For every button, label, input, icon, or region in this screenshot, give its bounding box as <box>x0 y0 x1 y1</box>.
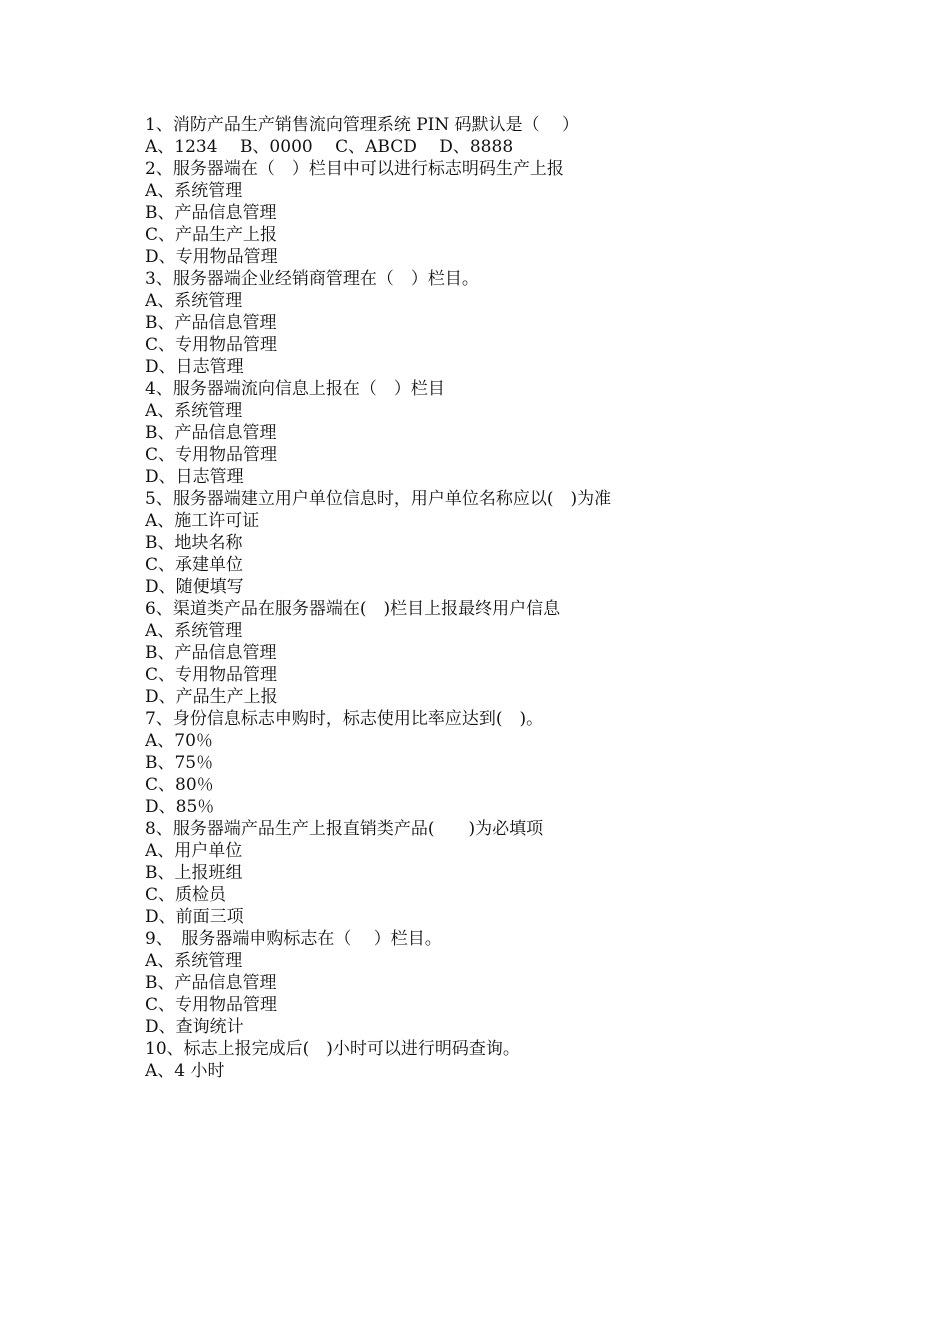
option-text: C、专用物品管理 <box>145 665 278 685</box>
question-text: 6、渠道类产品在服务器端在( )栏目上报最终用户信息 <box>145 599 561 619</box>
option-text: D、产品生产上报 <box>145 687 278 707</box>
option-text: B、产品信息管理 <box>145 203 277 223</box>
document-page <box>145 114 905 1082</box>
question-text: 5、服务器端建立用户单位信息时，用户单位名称应以( )为准 <box>145 489 612 509</box>
option-text: C、80％ <box>145 775 214 795</box>
option-text: C、专用物品管理 <box>145 335 278 355</box>
option-text: A、系统管理 <box>145 291 243 311</box>
question-text: 2、服务器端在（ ）栏目中可以进行标志明码生产上报 <box>145 159 564 179</box>
option-text: B、上报班组 <box>145 863 243 883</box>
question-text: 10、标志上报完成后( )小时可以进行明码查询。 <box>145 1039 520 1059</box>
option-text: C、产品生产上报 <box>145 225 278 245</box>
option-text: C、专用物品管理 <box>145 995 278 1015</box>
option-text: D、前面三项 <box>145 907 244 927</box>
option-text: B、75％ <box>145 753 214 773</box>
option-text: A、1234 B、0000 C、ABCD D、8888 <box>145 137 514 157</box>
option-text: C、承建单位 <box>145 555 244 575</box>
option-text: A、70％ <box>145 731 213 751</box>
question-text: 7、身份信息标志申购时，标志使用比率应达到( )。 <box>145 709 544 729</box>
question-text: 4、服务器端流向信息上报在（ ）栏目 <box>145 379 445 399</box>
option-text: A、施工许可证 <box>145 511 260 531</box>
option-text: B、产品信息管理 <box>145 643 277 663</box>
question-text: 3、服务器端企业经销商管理在（ ）栏目。 <box>145 269 479 289</box>
option-text: A、系统管理 <box>145 181 243 201</box>
question-text: 9、 服务器端申购标志在（ ）栏目。 <box>145 929 442 949</box>
option-text: D、专用物品管理 <box>145 247 278 267</box>
option-text: B、产品信息管理 <box>145 423 277 443</box>
option-text: D、随便填写 <box>145 577 244 597</box>
option-text: A、系统管理 <box>145 401 243 421</box>
option-text: A、系统管理 <box>145 621 243 641</box>
option-text: B、产品信息管理 <box>145 313 277 333</box>
option-text: A、用户单位 <box>145 841 243 861</box>
question-text: 8、服务器端产品生产上报直销类产品( )为必填项 <box>145 819 544 839</box>
option-text: D、查询统计 <box>145 1017 244 1037</box>
option-text: A、系统管理 <box>145 951 243 971</box>
option-text: B、产品信息管理 <box>145 973 277 993</box>
option-text: D、85％ <box>145 797 215 817</box>
option-text: D、日志管理 <box>145 467 244 487</box>
question-text: 1、消防产品生产销售流向管理系统 PIN 码默认是（ ） <box>145 115 580 135</box>
option-text: C、专用物品管理 <box>145 445 278 465</box>
option-text: A、4 小时 <box>145 1061 225 1081</box>
option-text: C、质检员 <box>145 885 227 905</box>
option-text: B、地块名称 <box>145 533 243 553</box>
option-text: D、日志管理 <box>145 357 244 377</box>
